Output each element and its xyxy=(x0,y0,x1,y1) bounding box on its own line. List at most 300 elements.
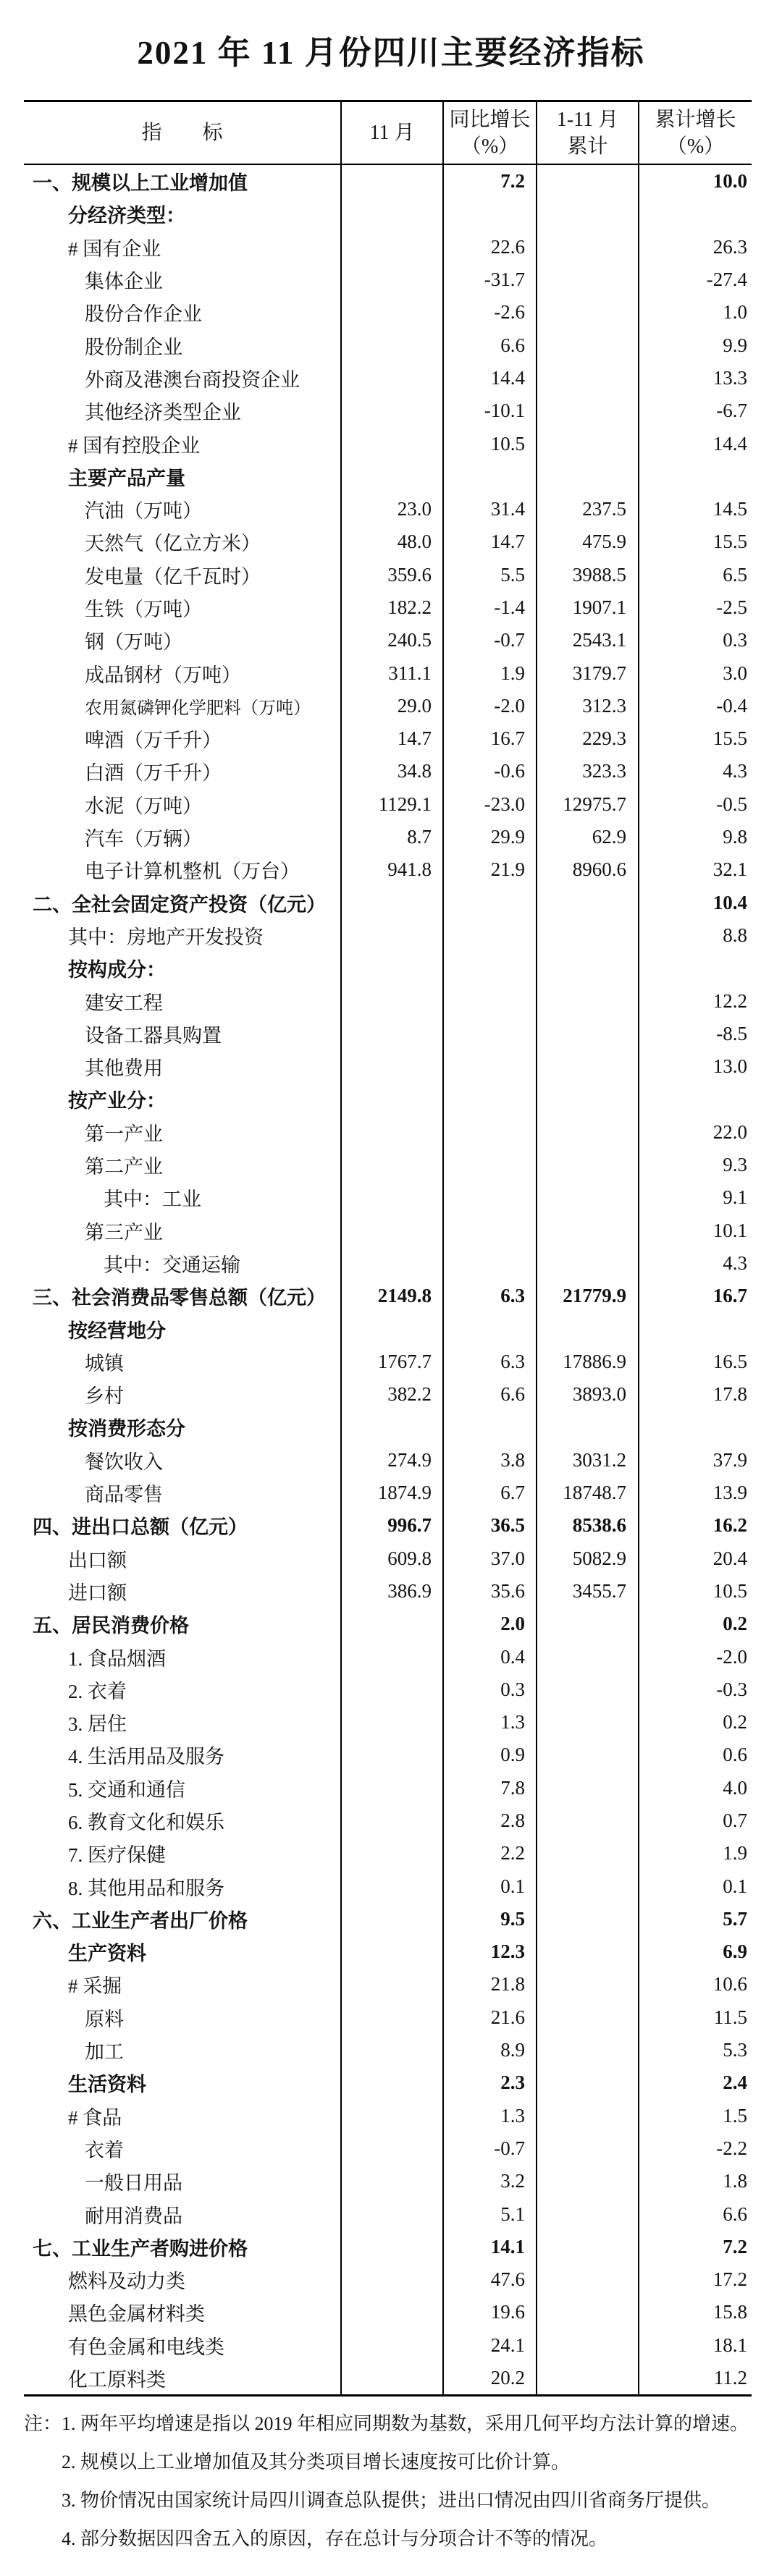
value-cell xyxy=(442,952,536,984)
value-cell: 996.7 xyxy=(340,1509,442,1542)
table-row xyxy=(24,624,752,656)
column-header-unit: 累计 xyxy=(567,135,608,158)
table-row xyxy=(24,525,752,558)
value-cell: 21.9 xyxy=(442,853,536,886)
value-cell xyxy=(340,1608,442,1640)
value-cell xyxy=(340,2263,442,2296)
table-row xyxy=(24,263,752,296)
value-cell xyxy=(442,984,536,1017)
value-cell xyxy=(340,1149,442,1181)
value-cell: 0.2 xyxy=(638,1706,752,1739)
value-cell xyxy=(536,1968,638,2001)
notes-section xyxy=(24,2404,758,2558)
value-cell xyxy=(536,1837,638,1870)
value-cell: 1.3 xyxy=(442,2100,536,2132)
row-label: 外商及港澳台商投资企业 xyxy=(85,368,300,391)
row-label: 成品钢材（万吨） xyxy=(85,664,241,686)
table-row xyxy=(24,1050,752,1083)
table-row xyxy=(24,788,752,821)
value-cell xyxy=(536,1673,638,1706)
value-cell xyxy=(536,2329,638,2362)
value-cell: 14.5 xyxy=(638,493,752,525)
value-cell: 15.5 xyxy=(638,525,752,558)
value-cell: 18.1 xyxy=(638,2329,752,2362)
value-cell xyxy=(536,394,638,427)
value-cell: 14.7 xyxy=(442,525,536,558)
table-row xyxy=(24,460,752,493)
table-row xyxy=(24,1444,752,1477)
table-row xyxy=(24,2132,752,2165)
row-label: 啤酒（万千升） xyxy=(85,730,222,752)
value-cell: 11.2 xyxy=(638,2362,752,2394)
value-cell xyxy=(340,231,442,263)
value-cell xyxy=(536,1050,638,1083)
value-cell: 15.5 xyxy=(638,722,752,755)
table-row xyxy=(24,231,752,263)
value-cell: 7.2 xyxy=(638,2231,752,2263)
value-cell: 3.2 xyxy=(442,2165,536,2197)
note-text: 2. 规模以上工业增加值及其分类项目增长速度按可比价计算。 xyxy=(62,2452,571,2472)
value-cell xyxy=(536,1149,638,1181)
row-label: 2. 衣着 xyxy=(68,1680,127,1702)
value-cell xyxy=(340,2197,442,2230)
column-header-month xyxy=(340,102,442,164)
value-cell: 0.2 xyxy=(638,1608,752,1640)
value-cell: -31.7 xyxy=(442,263,536,296)
value-cell: 11.5 xyxy=(638,2001,752,2034)
value-cell xyxy=(536,2001,638,2034)
value-cell: 6.5 xyxy=(638,559,752,591)
value-cell: 6.6 xyxy=(638,2197,752,2230)
value-cell: 23.0 xyxy=(340,493,442,525)
value-cell xyxy=(442,1247,536,1280)
value-cell: 32.1 xyxy=(638,853,752,886)
value-cell: 16.7 xyxy=(638,1280,752,1312)
table-row xyxy=(24,493,752,525)
value-cell: 941.8 xyxy=(340,853,442,886)
table-row xyxy=(24,1739,752,1771)
row-label: 集体企业 xyxy=(85,271,163,293)
value-cell xyxy=(442,1018,536,1050)
row-label: 3. 居住 xyxy=(68,1713,127,1736)
table-row xyxy=(24,853,752,886)
value-cell xyxy=(340,2296,442,2328)
value-cell xyxy=(340,2100,442,2132)
value-cell: 9.3 xyxy=(638,1149,752,1181)
value-cell xyxy=(536,362,638,394)
row-label: 进口额 xyxy=(68,1582,127,1604)
value-cell xyxy=(536,2132,638,2165)
row-label: 五、居民消费价格 xyxy=(33,1615,189,1637)
value-cell: 182.2 xyxy=(340,591,442,624)
table-row xyxy=(24,1968,752,2001)
value-cell: 29.9 xyxy=(442,821,536,853)
table-row xyxy=(24,1116,752,1149)
row-label: 生铁（万吨） xyxy=(85,599,202,620)
value-cell xyxy=(340,1215,442,1247)
row-label: # 国有控股企业 xyxy=(68,434,201,457)
note-prefix: 注： xyxy=(24,2413,62,2434)
value-cell: 21.6 xyxy=(442,2001,536,2034)
value-cell: 14.4 xyxy=(442,362,536,394)
row-label: 生活资料 xyxy=(68,2074,146,2096)
value-cell xyxy=(340,362,442,394)
value-cell: 7.2 xyxy=(442,165,536,198)
row-label: 电子计算机整机（万台） xyxy=(85,861,300,883)
indicators-table xyxy=(24,100,752,2396)
value-cell: 5.5 xyxy=(442,559,536,591)
value-cell xyxy=(536,1215,638,1247)
value-cell: 359.6 xyxy=(340,559,442,591)
value-cell: 2.0 xyxy=(442,1608,536,1640)
value-cell: 2.8 xyxy=(442,1804,536,1837)
value-cell: 18748.7 xyxy=(536,1477,638,1509)
value-cell xyxy=(340,2329,442,2362)
row-label: 一般日用品 xyxy=(85,2172,182,2195)
value-cell: 36.5 xyxy=(442,1509,536,1542)
value-cell xyxy=(638,1083,752,1115)
column-header-label: 11 月 xyxy=(369,122,415,144)
value-cell: 5.7 xyxy=(638,1903,752,1935)
table-row xyxy=(24,2066,752,2099)
table-row xyxy=(24,2362,752,2394)
value-cell xyxy=(442,1050,536,1083)
value-cell: 9.1 xyxy=(638,1181,752,1214)
value-cell xyxy=(340,887,442,919)
row-label: 七、工业生产者购进价格 xyxy=(33,2237,248,2260)
value-cell: 22.0 xyxy=(638,1116,752,1149)
row-label: 天然气（亿立方米） xyxy=(85,533,261,555)
value-cell: 1.5 xyxy=(638,2100,752,2132)
table-row xyxy=(24,887,752,919)
value-cell: -6.7 xyxy=(638,394,752,427)
value-cell xyxy=(442,1181,536,1214)
value-cell: 20.4 xyxy=(638,1542,752,1574)
value-cell: 2.2 xyxy=(442,1837,536,1870)
value-cell xyxy=(536,2165,638,2197)
value-cell xyxy=(638,460,752,493)
value-cell: 1.9 xyxy=(442,656,536,689)
value-cell: -0.7 xyxy=(442,2132,536,2165)
table-row xyxy=(24,1477,752,1509)
value-cell xyxy=(536,2197,638,2230)
value-cell: -0.7 xyxy=(442,624,536,656)
value-cell xyxy=(340,1935,442,1968)
table-row xyxy=(24,1772,752,1804)
row-label: # 采掘 xyxy=(68,1975,122,1998)
value-cell: 10.1 xyxy=(638,1215,752,1247)
value-cell: 2.3 xyxy=(442,2066,536,2099)
row-label: 有色金属和电线类 xyxy=(68,2336,224,2358)
table-row xyxy=(24,296,752,329)
value-cell xyxy=(536,952,638,984)
value-cell xyxy=(536,1411,638,1443)
table-row xyxy=(24,2329,752,2362)
value-cell xyxy=(536,1772,638,1804)
value-cell xyxy=(638,198,752,230)
value-cell: 62.9 xyxy=(536,821,638,853)
row-label: 主要产品产量 xyxy=(68,467,185,489)
value-cell: 3031.2 xyxy=(536,1444,638,1477)
column-header-indicator xyxy=(24,102,340,164)
value-cell: 22.6 xyxy=(442,231,536,263)
value-cell: 15.8 xyxy=(638,2296,752,2328)
column-header-unit: （%） xyxy=(666,135,725,158)
value-cell: 0.1 xyxy=(638,1870,752,1902)
value-cell xyxy=(536,2100,638,2132)
value-cell: 1129.1 xyxy=(340,788,442,821)
value-cell: 9.9 xyxy=(638,329,752,361)
value-cell xyxy=(536,427,638,460)
value-cell: 2.4 xyxy=(638,2066,752,2099)
row-label: 第三产业 xyxy=(85,1221,163,1243)
value-cell xyxy=(536,984,638,1017)
table-row xyxy=(24,952,752,984)
value-cell: 34.8 xyxy=(340,755,442,787)
row-label: 三、社会消费品零售总额（亿元） xyxy=(33,1287,326,1309)
value-cell: -2.0 xyxy=(638,1640,752,1673)
column-header-label: 指 标 xyxy=(141,122,223,144)
value-cell xyxy=(536,2296,638,2328)
value-cell xyxy=(340,1804,442,1837)
row-label: 耐用消费品 xyxy=(85,2205,182,2227)
row-label: 6. 教育文化和娱乐 xyxy=(68,1811,224,1833)
row-label: 1. 食品烟酒 xyxy=(68,1647,166,1670)
value-cell: -1.4 xyxy=(442,591,536,624)
note-line xyxy=(24,2443,758,2481)
value-cell: 0.3 xyxy=(638,624,752,656)
value-cell: 3179.7 xyxy=(536,656,638,689)
value-cell xyxy=(340,1247,442,1280)
row-label: 原料 xyxy=(85,2008,124,2030)
value-cell: 8960.6 xyxy=(536,853,638,886)
value-cell: 2543.1 xyxy=(536,624,638,656)
value-cell xyxy=(536,1247,638,1280)
row-label: 商品零售 xyxy=(85,1484,163,1506)
value-cell xyxy=(340,919,442,952)
value-cell xyxy=(536,198,638,230)
table-row xyxy=(24,1608,752,1640)
value-cell: 6.3 xyxy=(442,1346,536,1378)
value-cell: 0.4 xyxy=(442,1640,536,1673)
note-text: 4. 部分数据因四舍五入的原因，存在总计与分项合计不等的情况。 xyxy=(62,2528,608,2549)
row-label: 设备工器具购置 xyxy=(85,1024,222,1047)
value-cell xyxy=(340,2132,442,2165)
value-cell xyxy=(340,263,442,296)
table-row xyxy=(24,722,752,755)
row-label: 其他费用 xyxy=(85,1057,163,1080)
value-cell xyxy=(340,1772,442,1804)
table-body xyxy=(24,165,752,2394)
table-row xyxy=(24,2231,752,2263)
value-cell: -0.4 xyxy=(638,690,752,722)
table-row xyxy=(24,1870,752,1902)
value-cell: 16.2 xyxy=(638,1509,752,1542)
value-cell xyxy=(536,1083,638,1115)
row-label: 7. 医疗保健 xyxy=(68,1844,166,1867)
value-cell xyxy=(536,1903,638,1935)
row-label: 汽车（万辆） xyxy=(85,828,202,850)
value-cell xyxy=(340,1083,442,1115)
row-label: 一、规模以上工业增加值 xyxy=(33,172,248,195)
value-cell xyxy=(340,2066,442,2099)
row-label: 其他经济类型企业 xyxy=(85,402,241,424)
value-cell: 21779.9 xyxy=(536,1280,638,1312)
row-label: 按消费形态分 xyxy=(68,1418,185,1440)
value-cell: 3455.7 xyxy=(536,1575,638,1608)
value-cell: 1907.1 xyxy=(536,591,638,624)
value-cell: 19.6 xyxy=(442,2296,536,2328)
value-cell: 4.3 xyxy=(638,1247,752,1280)
row-label: 第二产业 xyxy=(85,1156,163,1178)
value-cell xyxy=(340,1903,442,1935)
row-label: 汽油（万吨） xyxy=(85,500,202,523)
value-cell xyxy=(536,2263,638,2296)
row-label: 分经济类型： xyxy=(68,205,185,227)
value-cell xyxy=(340,1116,442,1149)
value-cell: 0.6 xyxy=(638,1739,752,1771)
value-cell: 17.8 xyxy=(638,1378,752,1411)
table-row xyxy=(24,755,752,787)
table-row xyxy=(24,690,752,722)
table-row xyxy=(24,1509,752,1542)
value-cell: 12975.7 xyxy=(536,788,638,821)
table-row xyxy=(24,1411,752,1443)
row-label: 白酒（万千升） xyxy=(85,762,222,785)
table-row xyxy=(24,1542,752,1574)
value-cell xyxy=(340,329,442,361)
value-cell xyxy=(442,460,536,493)
value-cell xyxy=(340,1640,442,1673)
value-cell xyxy=(536,887,638,919)
table-row xyxy=(24,362,752,394)
value-cell xyxy=(340,952,442,984)
value-cell: 4.0 xyxy=(638,1772,752,1804)
value-cell: 4.3 xyxy=(638,755,752,787)
value-cell: 48.0 xyxy=(340,525,442,558)
value-cell: 31.4 xyxy=(442,493,536,525)
value-cell: -2.5 xyxy=(638,591,752,624)
value-cell: 14.1 xyxy=(442,2231,536,2263)
table-row xyxy=(24,919,752,952)
value-cell: 13.3 xyxy=(638,362,752,394)
row-label: 化工原料类 xyxy=(68,2369,166,2391)
value-cell xyxy=(340,1837,442,1870)
value-cell xyxy=(536,2231,638,2263)
row-label: 发电量（亿千瓦时） xyxy=(85,565,261,588)
row-label: 第一产业 xyxy=(85,1123,163,1145)
table-row xyxy=(24,1018,752,1050)
value-cell xyxy=(340,1018,442,1050)
note-line xyxy=(24,2404,758,2443)
value-cell xyxy=(340,1968,442,2001)
value-cell: 237.5 xyxy=(536,493,638,525)
row-label: 生产资料 xyxy=(68,1943,146,1965)
table-row xyxy=(24,2296,752,2328)
value-cell: 609.8 xyxy=(340,1542,442,1574)
row-label: 农用氮磷钾化学肥料（万吨） xyxy=(85,698,311,718)
value-cell: 16.7 xyxy=(442,722,536,755)
row-label: 水泥（万吨） xyxy=(85,795,202,817)
value-cell: 6.7 xyxy=(442,1477,536,1509)
value-cell: 37.0 xyxy=(442,1542,536,1574)
value-cell: 312.3 xyxy=(536,690,638,722)
value-cell xyxy=(340,296,442,329)
value-cell xyxy=(536,919,638,952)
value-cell: 3.8 xyxy=(442,1444,536,1477)
value-cell xyxy=(536,460,638,493)
table-row xyxy=(24,1149,752,1181)
value-cell: 21.8 xyxy=(442,1968,536,2001)
value-cell xyxy=(536,1312,638,1345)
row-label: # 食品 xyxy=(68,2106,122,2129)
value-cell: 20.2 xyxy=(442,2362,536,2394)
value-cell xyxy=(442,1149,536,1181)
table-row xyxy=(24,394,752,427)
value-cell: 240.5 xyxy=(340,624,442,656)
page-title: 2021 年 11 月份四川主要经济指标 xyxy=(137,35,645,71)
value-cell xyxy=(536,231,638,263)
table-row xyxy=(24,329,752,361)
value-cell: -27.4 xyxy=(638,263,752,296)
table-row xyxy=(24,2165,752,2197)
value-cell: 10.4 xyxy=(638,887,752,919)
value-cell xyxy=(340,2231,442,2263)
value-cell: 6.6 xyxy=(442,329,536,361)
value-cell xyxy=(340,427,442,460)
value-cell: 311.1 xyxy=(340,656,442,689)
value-cell xyxy=(442,1312,536,1345)
column-header-yoy-growth xyxy=(442,102,536,164)
table-row xyxy=(24,2034,752,2066)
value-cell: 5.1 xyxy=(442,2197,536,2230)
note-line xyxy=(24,2520,758,2558)
value-cell xyxy=(340,1411,442,1443)
row-label: 加工 xyxy=(85,2041,124,2064)
row-label: 其中：房地产开发投资 xyxy=(68,926,264,948)
table-row xyxy=(24,2100,752,2132)
table-row xyxy=(24,559,752,591)
value-cell: 6.3 xyxy=(442,1280,536,1312)
row-label: 黑色金属材料类 xyxy=(68,2303,205,2326)
value-cell xyxy=(340,1739,442,1771)
value-cell xyxy=(536,1706,638,1739)
table-row xyxy=(24,1280,752,1312)
value-cell xyxy=(536,1018,638,1050)
table-row xyxy=(24,2001,752,2034)
value-cell xyxy=(536,1935,638,1968)
value-cell xyxy=(340,1050,442,1083)
row-label: 按经营地分 xyxy=(68,1319,166,1342)
value-cell: 10.5 xyxy=(638,1575,752,1608)
value-cell: 1.3 xyxy=(442,1706,536,1739)
value-cell: 1767.7 xyxy=(340,1346,442,1378)
table-row xyxy=(24,1181,752,1214)
value-cell: 0.9 xyxy=(442,1739,536,1771)
row-label: 股份制企业 xyxy=(85,336,182,358)
value-cell: 13.9 xyxy=(638,1477,752,1509)
value-cell xyxy=(340,394,442,427)
value-cell xyxy=(536,1870,638,1902)
table-row xyxy=(24,2263,752,2296)
value-cell: 274.9 xyxy=(340,1444,442,1477)
value-cell xyxy=(536,296,638,329)
value-cell: 7.8 xyxy=(442,1772,536,1804)
value-cell xyxy=(340,1673,442,1706)
value-cell xyxy=(638,1312,752,1345)
value-cell: 475.9 xyxy=(536,525,638,558)
value-cell xyxy=(442,1083,536,1115)
